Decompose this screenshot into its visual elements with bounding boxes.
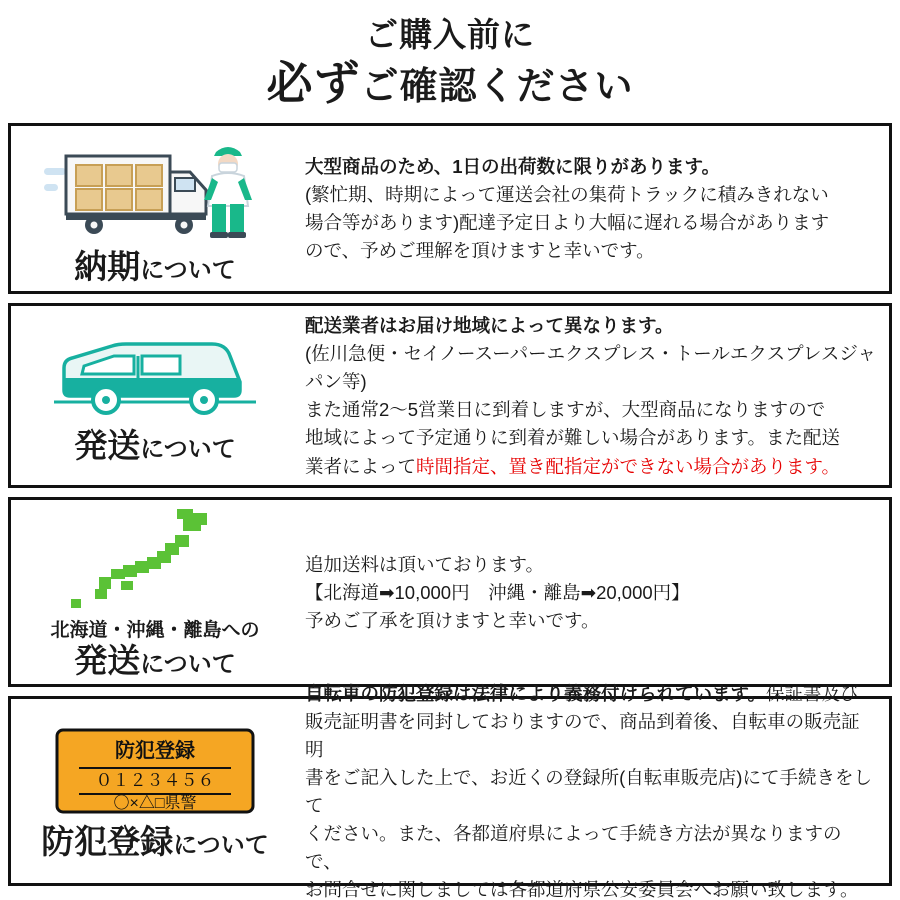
section-remote-area-shipping	[8, 497, 892, 687]
section-4-line-2: 書をご記入した上で、お近くの登録所(自転車販売店)にて手続きをして	[305, 766, 872, 817]
section-1-text	[299, 126, 889, 291]
section-3-line-2: 予めご了承を頂けますと幸いです。	[305, 610, 600, 632]
section-3-line-0: 追加送料は頂いております。	[305, 553, 545, 575]
section-crime-prevention-registration	[8, 682, 892, 900]
section-2-label	[74, 428, 236, 464]
section-3-left	[11, 500, 299, 684]
section-3-label-main: 発送	[74, 641, 141, 679]
section-delivery-schedule	[8, 123, 892, 294]
section-3-label-prefix: 北海道・沖縄・離島への	[50, 619, 260, 641]
section-1-line-3: ので、予めご理解を頂けますと幸いです。	[305, 240, 655, 262]
section-4-line-0	[305, 680, 877, 708]
header-emphasis-3: ください	[477, 66, 634, 109]
header-emphasis-1: 必ず	[266, 57, 361, 110]
page-title	[8, 0, 892, 123]
section-2-line-3: 地域によって予定通りに到着が難しい場合があります。また配送	[305, 427, 841, 449]
japan-map-icon	[15, 507, 295, 615]
section-2-label-sub: について	[140, 436, 236, 464]
section-2-line-2: また通常2〜5営業日に到着しますが、大型商品になりますので	[305, 399, 826, 421]
svg-text:０１２３４５６: ０１２３４５６	[95, 770, 215, 790]
section-1-label-main: 納期	[74, 247, 141, 285]
section-4-text	[299, 682, 889, 900]
section-2-text	[299, 306, 889, 485]
section-1-left	[11, 126, 299, 291]
section-4-label-main: 防犯登録	[41, 822, 174, 860]
bicycle-crime-prevention-registration-sticker-icon	[15, 724, 295, 824]
svg-text:防犯登録: 防犯登録	[115, 739, 195, 762]
section-4-line-0-bold: 自転車の防犯登録は法律により義務付けられています。	[305, 682, 767, 704]
section-4-line-3: ください。また、各都道府県によって手続き方法が異なりますので、	[305, 823, 842, 873]
section-1-line-1: (繁忙期、時期によって運送会社の集荷トラックに積みきれない	[305, 184, 829, 206]
section-3-label-sub: について	[140, 650, 236, 678]
section-4-label	[41, 824, 269, 860]
section-4-label-sub: について	[173, 831, 269, 859]
section-4-line-4: お問合せに関しましては各都道府県公安委員会へお願い致します。	[305, 879, 859, 900]
section-4-left	[11, 699, 299, 883]
header-emphasis-2: ご確認	[360, 66, 478, 109]
section-1-label-sub: について	[140, 256, 236, 284]
header-line-2	[8, 55, 892, 113]
section-2-line-4	[305, 453, 877, 481]
section-2-label-main: 発送	[74, 427, 141, 465]
section-2-line-4-red: 時間指定、置き配指定ができない場合があります。	[416, 455, 841, 477]
section-shipping	[8, 303, 892, 488]
section-3-line-1: 【北海道➡10,000円 沖縄・離島➡20,000円】	[305, 581, 690, 603]
section-3-text	[299, 500, 889, 684]
section-2-line-0: 配送業者はお届け地域によって異なります。	[305, 315, 674, 337]
section-2-line-1: (佐川急便・セイノースーパーエクスプレス・トールエクスプレスジャパン等)	[305, 343, 876, 393]
section-1-label	[74, 249, 236, 285]
section-1-line-0: 大型商品のため、1日の出荷数に限りがあります。	[305, 156, 721, 178]
header-line-1: ご購入前に	[365, 16, 535, 53]
section-4-line-1: 販売証明書を同封しておりますので、商品到着後、自転車の販売証明	[305, 710, 860, 760]
section-3-label	[74, 643, 236, 679]
svg-text:〇×△□県警: 〇×△□県警	[113, 794, 197, 812]
delivery-van-icon	[15, 328, 295, 428]
section-2-line-4-plain: 業者によって	[305, 455, 417, 477]
section-1-line-2: 場合等があります)配達予定日より大幅に遅れる場合があります	[305, 212, 830, 234]
section-2-left	[11, 306, 299, 485]
section-4-line-0-plain: 保証書及び	[766, 682, 859, 704]
delivery-truck-with-worker-icon	[15, 134, 295, 249]
